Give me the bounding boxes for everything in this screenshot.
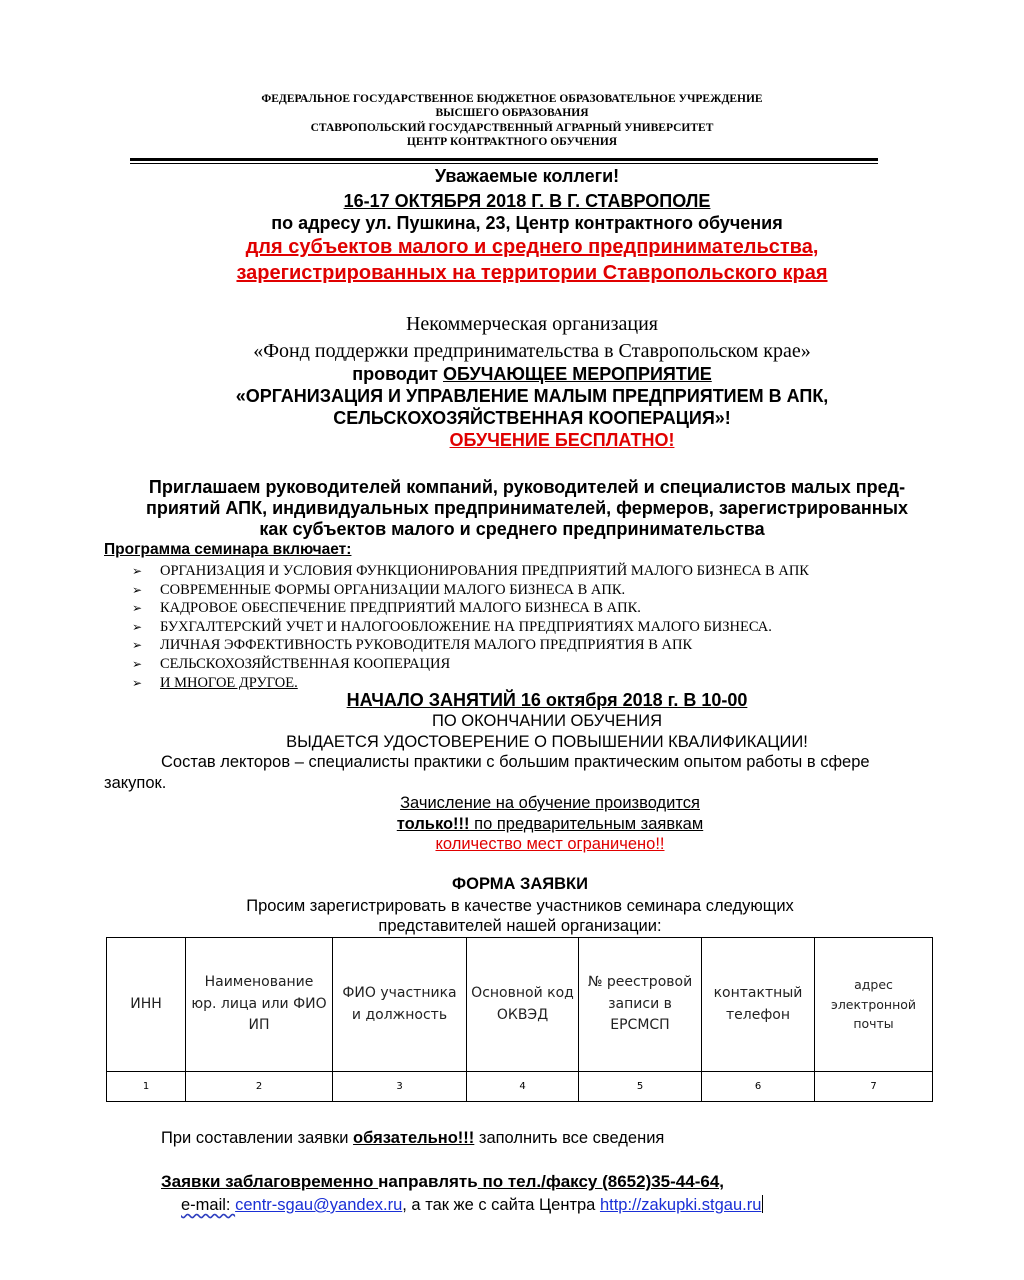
enrollment-line-2-text: по предварительным заявкам	[469, 815, 704, 833]
completion-line-1: ПО ОКОНЧАНИИ ОБУЧЕНИЯ	[432, 712, 662, 730]
audience-line-1	[40, 236, 1024, 259]
column-number: 1	[107, 1072, 186, 1102]
program-item	[132, 618, 809, 637]
column-header: Основной код ОКВЭД	[467, 938, 579, 1072]
header-line-2: ВЫСШЕГО ОБРАЗОВАНИЯ	[435, 107, 589, 119]
seats-limited: количество мест ограничено!!	[435, 835, 665, 853]
site-link[interactable]: http://zakupki.stgau.ru	[599, 1196, 762, 1214]
column-number: 4	[467, 1072, 579, 1102]
address: по адресу ул. Пушкина, 23, Центр контрактного обучения	[271, 213, 783, 233]
contacts-line	[161, 1172, 724, 1192]
date-place-text: 16-17 ОКТЯБРЯ 2018 Г. В Г. СТАВРОПОЛЕ	[343, 191, 711, 211]
header-divider-thin	[130, 163, 878, 164]
start-time-text: НАЧАЛО ЗАНЯТИЙ 16 октября 2018 г. В 10-00	[346, 690, 748, 710]
org-conducts	[40, 364, 1024, 385]
event-title-1: «ОРГАНИЗАЦИЯ И УПРАВЛЕНИЕ МАЛЫМ ПРЕДПРИЯТИЕМ В АПК,	[235, 386, 829, 406]
program-item-text: И МНОГОЕ ДРУГОЕ.	[160, 674, 298, 691]
program-item-text: ЛИЧНАЯ ЭФФЕКТИВНОСТЬ РУКОВОДИТЕЛЯ МАЛОГО ПРЕДПРИЯТИЯ В АПК	[160, 637, 693, 654]
column-header: ИНН	[107, 938, 186, 1072]
arrow-bullet-icon: ➢	[132, 601, 143, 616]
free-notice	[100, 430, 1024, 451]
completion-line-2: ВЫДАЕТСЯ УДОСТОВЕРЕНИЕ О ПОВЫШЕНИИ КВАЛИФИКАЦИИ!	[286, 733, 808, 751]
table-number-row	[107, 1072, 933, 1102]
audience-line-2	[40, 262, 1024, 285]
column-number: 5	[579, 1072, 702, 1102]
org-line-2: «Фонд поддержки предпринимательства в Ставропольском крае»	[253, 340, 811, 362]
invite-line-2: приятий АПК, индивидуальных предпринимателей, фермеров, зарегистрированных	[146, 498, 908, 518]
header-line-4: ЦЕНТР КОНТРАКТНОГО ОБУЧЕНИЯ	[406, 136, 618, 148]
arrow-bullet-icon: ➢	[132, 564, 143, 578]
org-line-1: Некоммерческая организация	[405, 313, 658, 335]
arrow-bullet-icon: ➢	[132, 656, 143, 671]
program-item	[132, 562, 809, 581]
greeting: Уважаемые коллеги!	[434, 166, 620, 186]
contacts-phone: по тел./факсу (8652)35-44-64,	[477, 1172, 725, 1191]
email-line	[181, 1195, 763, 1215]
arrow-bullet-icon: ➢	[132, 582, 143, 597]
form-request-2: представителей нашей организации:	[378, 917, 662, 935]
program-item	[132, 636, 809, 655]
column-number: 6	[702, 1072, 815, 1102]
invite-line-1: Приглашаем руководителей компаний, руководителей и специалистов малых пред-	[148, 477, 906, 497]
text-cursor	[762, 1195, 763, 1213]
column-header: ФИО участника и должность	[333, 938, 467, 1072]
program-item-text: КАДРОВОЕ ОБЕСПЕЧЕНИЕ ПРЕДПРИЯТИЙ МАЛОГО БИЗНЕСА В АПК.	[160, 600, 641, 617]
column-header: № реестровой записи в ЕРСМСП	[579, 938, 702, 1072]
application-form-table	[106, 937, 933, 1102]
contacts-u1: Заявки заблаговременно	[161, 1172, 379, 1191]
arrow-bullet-icon: ➢	[132, 675, 143, 690]
conducts-label: проводит	[352, 364, 438, 384]
column-header: контактный телефон	[702, 938, 815, 1072]
column-number: 7	[815, 1072, 933, 1102]
email-link[interactable]: centr-sgau@yandex.ru	[235, 1196, 403, 1214]
fill-note-post: заполнить все сведения	[474, 1129, 665, 1147]
date-place	[30, 191, 1024, 212]
lecturers-line-1: Состав лекторов – специалисты практики с большим практическим опытом работы в сфере	[161, 753, 870, 771]
form-title: ФОРМА ЗАЯВКИ	[452, 875, 588, 893]
column-number: 2	[186, 1072, 333, 1102]
start-time	[70, 690, 1024, 711]
column-header: адрес электронной почты	[815, 938, 933, 1072]
contacts-mid: направлять	[378, 1172, 478, 1191]
program-list	[132, 562, 809, 692]
fill-note	[161, 1129, 664, 1148]
enrollment-only: только!!!	[396, 815, 470, 833]
form-request-1: Просим зарегистрировать в качестве участников семинара следующих	[246, 897, 794, 915]
header-line-1: ФЕДЕРАЛЬНОЕ ГОСУДАРСТВЕННОЕ БЮДЖЕТНОЕ ОБРАЗОВАТЕЛЬНОЕ УЧРЕЖДЕНИЕ	[261, 93, 763, 105]
enrollment-line-2	[76, 815, 1024, 834]
email-label: e-mail:	[181, 1196, 236, 1214]
column-header: Наименование юр. лица или ФИО ИП	[186, 938, 333, 1072]
enrollment-line-3	[76, 835, 1024, 854]
event-title-2: СЕЛЬСКОХОЗЯЙСТВЕННАЯ КООПЕРАЦИЯ»!	[333, 408, 731, 428]
free-notice-text: ОБУЧЕНИЕ БЕСПЛАТНО!	[449, 430, 675, 450]
lecturers-line-2: закупок.	[104, 774, 167, 792]
enrollment-line-1	[76, 794, 1024, 813]
fill-note-bold: обязательно!!!	[353, 1129, 475, 1147]
column-number: 3	[333, 1072, 467, 1102]
program-item-text: ОРГАНИЗАЦИЯ И УСЛОВИЯ ФУНКЦИОНИРОВАНИЯ ПРЕДПРИЯТИЙ МАЛОГО БИЗНЕСА В АПК	[160, 563, 809, 579]
program-item	[132, 655, 809, 674]
site-pre: , а так же с сайта Центра	[402, 1196, 600, 1214]
fill-note-pre: При составлении заявки	[161, 1129, 354, 1147]
enrollment-line-1-text: Зачисление на обучение производится	[400, 794, 700, 812]
invite-line-3: как субъектов малого и среднего предпринимательства	[259, 519, 765, 539]
arrow-bullet-icon: ➢	[132, 638, 143, 653]
arrow-bullet-icon: ➢	[132, 619, 143, 634]
program-item-text: СЕЛЬСКОХОЗЯЙСТВЕННАЯ КООПЕРАЦИЯ	[160, 655, 451, 672]
program-item	[132, 581, 809, 600]
header-divider-thick	[130, 158, 878, 161]
program-heading: Программа семинара включает:	[104, 541, 352, 558]
event-type: ОБУЧАЮЩЕЕ МЕРОПРИЯТИЕ	[443, 364, 712, 384]
header-line-3: СТАВРОПОЛЬСКИЙ ГОСУДАРСТВЕННЫЙ АГРАРНЫЙ УНИВЕРСИТЕТ	[310, 122, 714, 134]
program-item	[132, 599, 809, 618]
program-item-text: БУХГАЛТЕРСКИЙ УЧЕТ И НАЛОГООБЛОЖЕНИЕ НА ПРЕДПРИЯТИЯХ МАЛОГО БИЗНЕСА.	[160, 618, 772, 635]
audience-line-2-text: зарегистрированных на территории Ставропольского края	[236, 262, 828, 284]
table-header-row	[107, 938, 933, 1072]
audience-line-1-text: для субъектов малого и среднего предпринимательства,	[245, 236, 819, 258]
program-item-text: СОВРЕМЕННЫЕ ФОРМЫ ОРГАНИЗАЦИИ МАЛОГО БИЗНЕСА В АПК.	[160, 581, 626, 598]
